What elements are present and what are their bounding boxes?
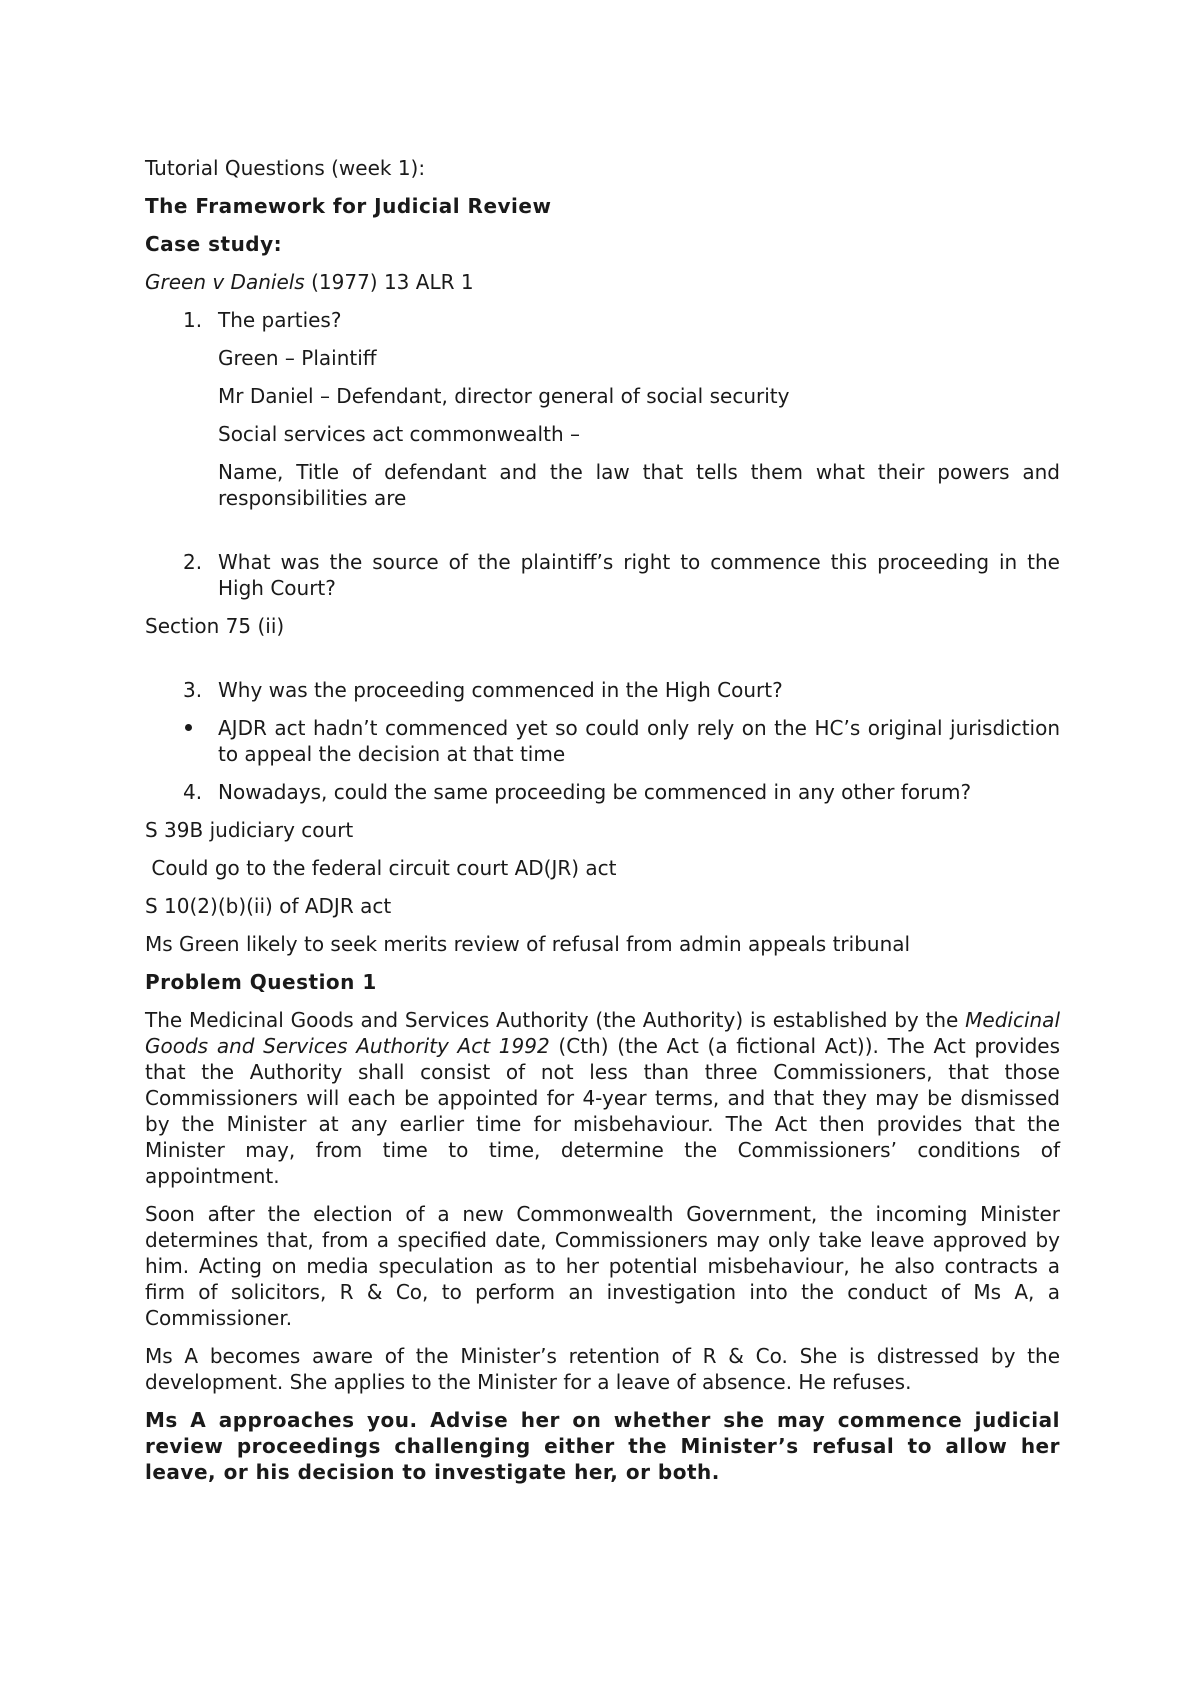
problem-heading: Problem Question 1	[145, 970, 377, 994]
answer-line: Mr Daniel – Defendant, director general of social security	[218, 384, 790, 408]
bullet-icon	[185, 724, 192, 731]
case-citation: (1977) 13 ALR 1	[304, 270, 474, 294]
bullet-item	[145, 715, 1060, 767]
act-name: Medicinal Goods and Services Authority Act 1992	[145, 1008, 1067, 1058]
case-reference	[145, 269, 1060, 295]
question-2	[145, 549, 1060, 601]
problem-task: Ms A approaches you. Advise her on whether she may commence judicial review proceedings challenging either the Minister’s refusal to allow her leave, or his decision to investigate her, or both.	[145, 1408, 1068, 1484]
question-3	[145, 677, 1060, 703]
question-number: 3.	[183, 678, 203, 702]
answer-line: Social services act commonwealth –	[218, 422, 580, 446]
question-1	[145, 307, 1060, 333]
tutorial-title: Tutorial Questions (week 1):	[145, 156, 426, 180]
problem-paragraph-3: Ms A becomes aware of the Minister’s retention of R & Co. She is distressed by the development. She applies to the Minister for a leave of absence. He refuses.	[145, 1344, 1067, 1394]
question-text: What was the source of the plaintiff’s right to commence this proceeding in the High Court?	[218, 550, 1060, 600]
bullet-text: AJDR act hadn’t commenced yet so could only rely on the HC’s original jurisdiction to appeal the decision at that time	[218, 716, 1060, 766]
question-text: Why was the proceeding commenced in the High Court?	[218, 678, 783, 702]
question-text: The parties?	[218, 308, 342, 332]
case-name: Green v Daniels	[145, 270, 305, 294]
problem-paragraph-2: Soon after the election of a new Commonwealth Government, the incoming Minister determines that, from a specified date, Commissioners may only take leave approved by him. Acting on media speculation as to her potential misbehaviour, he also contracts a firm of solicitors, R & Co, to perform an investigation into the conduct of Ms A, a Commissioner.	[145, 1202, 1067, 1330]
answer-line: Green – Plaintiff	[218, 346, 377, 370]
question-4	[145, 779, 1060, 805]
question-number: 2.	[183, 550, 203, 574]
question-number: 4.	[183, 780, 203, 804]
answer-line: Ms Green likely to seek merits review of refusal from admin appeals tribunal	[145, 932, 911, 956]
paragraph-text: (Cth) (the Act (a fictional Act)). The Act provides that the Authority shall consist of not less than three Commissioners, that those Commissioners will each be appointed for 4-year terms, and that they may be dismissed by the Minister at any earlier time for misbehaviour. The Act then provides that the Minister may, from time to time, determine the Commissioners’ conditions of appointment.	[145, 1034, 1067, 1188]
spacer	[145, 511, 1060, 537]
answer-line: Name, Title of defendant and the law that tells them what their powers and responsibilities are	[218, 460, 1067, 510]
question-text: Nowadays, could the same proceeding be commenced in any other forum?	[218, 780, 972, 804]
answer-line: Section 75 (ii)	[145, 614, 285, 638]
problem-paragraph-1	[145, 1007, 1067, 1189]
spacer	[145, 639, 1060, 665]
paragraph-text: The Medicinal Goods and Services Authority (the Authority) is established by the	[145, 1008, 966, 1032]
document-page	[145, 155, 1068, 1485]
answer-line: S 10(2)(b)(ii) of ADJR act	[145, 894, 392, 918]
case-study-label: Case study:	[145, 232, 283, 256]
question-number: 1.	[183, 308, 203, 332]
answer-line: Could go to the federal circuit court AD(JR) act	[145, 856, 617, 880]
answer-line: S 39B judiciary court	[145, 818, 354, 842]
topic-heading: The Framework for Judicial Review	[145, 194, 552, 218]
